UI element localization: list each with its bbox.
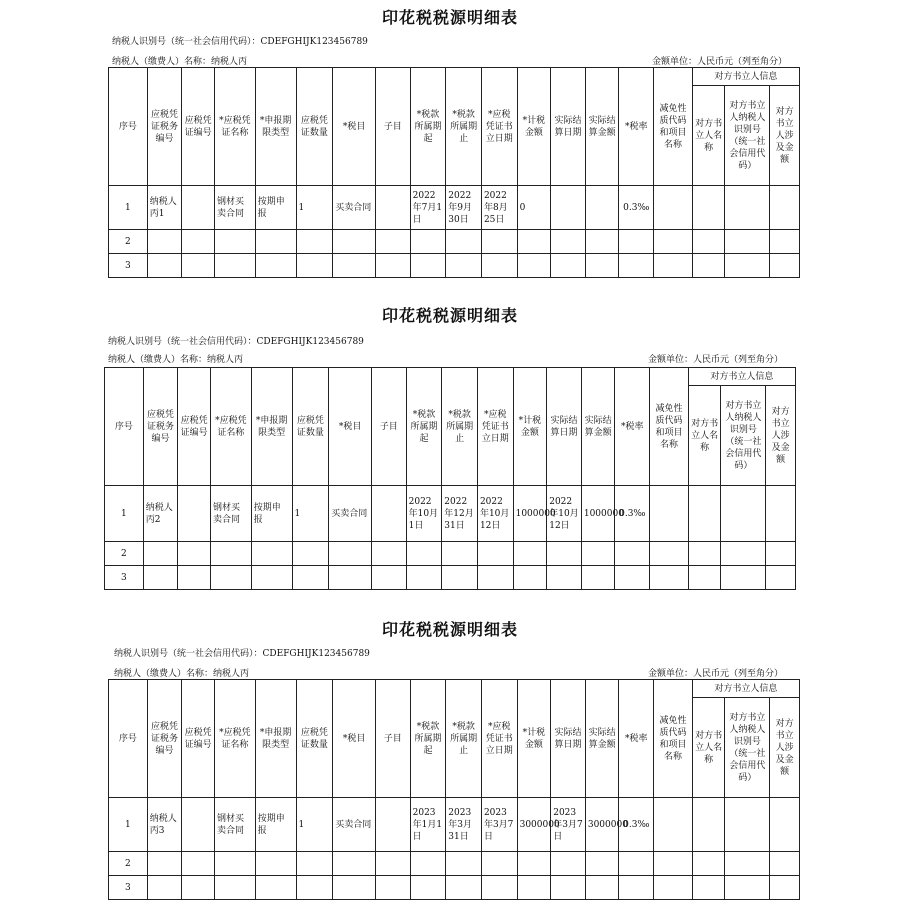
cell-cp-name [692, 230, 725, 254]
cell-cp-name [688, 566, 721, 590]
cell-cp-id [721, 542, 766, 566]
taxpayer-id-line [114, 646, 370, 659]
header-cp-id: 对方书立人纳税人识别号（统一社会信用代码） [721, 386, 766, 486]
cell-period-type: 按期申报 [255, 186, 296, 230]
cell-sub-item [371, 566, 406, 590]
cell-cp-name [688, 486, 721, 542]
cell-period-end [446, 230, 482, 254]
cell-rate [615, 566, 650, 590]
cell-period-start [410, 254, 446, 278]
cell-tax-amount: 3000000 [517, 798, 551, 852]
currency-label: 金额单位：人民币元（列至角分） [648, 669, 784, 679]
cell-period-type [255, 230, 296, 254]
cell-voucher-no [178, 566, 211, 590]
cell-period-start [410, 230, 446, 254]
currency-label: 金额单位：人民币元（列至角分） [652, 57, 788, 67]
cell-settle-amount [585, 230, 619, 254]
cell-settle-amount [585, 186, 619, 230]
taxpayer-name-label: 纳税人（缴费人）名称： [112, 57, 212, 67]
header-voucher-tax-no: 应税凭证税务编号 [147, 680, 182, 798]
cell-sign-date [481, 852, 517, 876]
header-voucher-tax-no: 应税凭证税务编号 [147, 68, 182, 186]
cell-quantity [296, 852, 333, 876]
header-cp-id: 对方书立人纳税人识别号（统一社会信用代码） [725, 86, 770, 186]
cell-cp-name [692, 186, 725, 230]
cell-tax-item [329, 566, 372, 590]
header-seq: 序号 [109, 680, 148, 798]
cell-period-end [446, 852, 482, 876]
cell-voucher-name [214, 876, 255, 900]
taxpayer-id-label: 纳税人识别号（统一社会信用代码）： [108, 337, 257, 347]
header-tax-amount: *计税金额 [517, 680, 551, 798]
table-row [109, 230, 800, 254]
cell-sign-date: 2023年3月7日 [481, 798, 517, 852]
cell-rate [619, 876, 654, 900]
cell-period-end [446, 876, 482, 900]
cell-cp-amount [770, 852, 800, 876]
form-1 [0, 0, 900, 290]
taxpayer-id-label: 纳税人识别号（统一社会信用代码）： [112, 37, 261, 47]
cell-settle-amount: 3000000 [585, 798, 619, 852]
cell-settle-amount [581, 542, 615, 566]
cell-sub-item [375, 230, 410, 254]
cell-seq: 1 [109, 186, 148, 230]
taxpayer-id-label: 纳税人识别号（统一社会信用代码）： [114, 649, 263, 659]
header-period-type: *申报期限类型 [251, 368, 292, 486]
taxpayer-id-line [108, 334, 364, 347]
cell-settle-amount: 1000000 [581, 486, 615, 542]
header-relief: 减免性质代码和项目名称 [654, 680, 693, 798]
taxpayer-name: 纳税人丙 [213, 669, 250, 679]
cell-period-start: 2022年10月1日 [406, 486, 442, 542]
header-period-type: *申报期限类型 [255, 68, 296, 186]
header-tax-amount: *计税金额 [517, 68, 551, 186]
cell-settle-date [551, 186, 586, 230]
cell-quantity [296, 876, 333, 900]
header-sub-item: 子目 [371, 368, 406, 486]
header-period-end: *税款所属期止 [446, 68, 482, 186]
header-rate: *税率 [619, 680, 654, 798]
cell-sub-item [371, 486, 406, 542]
cell-seq: 3 [109, 876, 148, 900]
cell-rate: 0.3‰ [619, 186, 654, 230]
cell-tax-amount [513, 566, 547, 590]
table-row [109, 876, 800, 900]
header-settle-date: 实际结算日期 [547, 368, 582, 486]
header-cp-name: 对方书立人名称 [692, 86, 725, 186]
cell-voucher-name: 钢材买卖合同 [214, 186, 255, 230]
table-row [105, 486, 796, 542]
cell-voucher-tax-no: 纳税人丙3 [147, 798, 182, 852]
cell-cp-name [692, 876, 725, 900]
taxpayer-id: CDEFGHIJK123456789 [260, 37, 368, 47]
cell-period-end: 2022年9月30日 [446, 186, 482, 230]
cell-period-start [406, 566, 442, 590]
cell-cp-id [725, 798, 770, 852]
cell-voucher-name [214, 852, 255, 876]
cell-voucher-no [182, 876, 215, 900]
cell-seq: 2 [109, 852, 148, 876]
cell-settle-amount [585, 254, 619, 278]
cell-sub-item [375, 876, 410, 900]
header-settle-amount: 实际结算金额 [581, 368, 615, 486]
cell-voucher-name [210, 566, 251, 590]
cell-period-end [442, 542, 478, 566]
cell-rate [619, 254, 654, 278]
cell-period-end [446, 254, 482, 278]
header-quantity: 应税凭证数量 [296, 68, 333, 186]
header-cp-id: 对方书立人纳税人识别号（统一社会信用代码） [725, 698, 770, 798]
header-settle-amount: 实际结算金额 [585, 68, 619, 186]
header-tax-amount: *计税金额 [513, 368, 547, 486]
form-title: 印花税税源明细表 [381, 306, 518, 325]
cell-seq: 1 [109, 798, 148, 852]
taxpayer-id: CDEFGHIJK123456789 [256, 337, 364, 347]
cell-cp-name [692, 254, 725, 278]
cell-tax-item [329, 542, 372, 566]
cell-cp-amount [766, 566, 796, 590]
header-settle-date: 实际结算日期 [551, 680, 586, 798]
header-quantity: 应税凭证数量 [296, 680, 333, 798]
header-quantity: 应税凭证数量 [292, 368, 329, 486]
cell-cp-id [725, 254, 770, 278]
tax-source-table [108, 67, 800, 278]
table-row [105, 566, 796, 590]
taxpayer-name: 纳税人丙 [211, 57, 248, 67]
cell-cp-amount [770, 798, 800, 852]
cell-voucher-tax-no: 纳税人丙2 [143, 486, 178, 542]
cell-settle-date [551, 852, 586, 876]
cell-period-end: 2022年12月31日 [442, 486, 478, 542]
cell-voucher-tax-no [147, 876, 182, 900]
cell-period-type [251, 542, 292, 566]
header-relief: 减免性质代码和项目名称 [650, 368, 689, 486]
cell-period-type: 按期申报 [251, 486, 292, 542]
cell-quantity: 1 [292, 486, 329, 542]
tax-source-table [108, 679, 800, 900]
cell-period-start [410, 876, 446, 900]
cell-tax-item [333, 852, 376, 876]
cell-tax-amount [517, 876, 551, 900]
cell-sign-date [477, 566, 513, 590]
header-voucher-name: *应税凭证名称 [214, 680, 255, 798]
cell-sub-item [375, 852, 410, 876]
cell-sub-item [375, 798, 410, 852]
cell-quantity [292, 566, 329, 590]
header-sign-date: *应税凭证书立日期 [477, 368, 513, 486]
form-2 [0, 298, 900, 598]
header-cp-amount: 对方书立人涉及金额 [766, 386, 796, 486]
cell-tax-amount [513, 542, 547, 566]
taxpayer-name: 纳税人丙 [207, 355, 244, 365]
header-sub-item: 子目 [375, 68, 410, 186]
table-row [105, 542, 796, 566]
cell-cp-id [725, 876, 770, 900]
cell-voucher-name: 钢材买卖合同 [214, 798, 255, 852]
cell-period-type [255, 852, 296, 876]
cell-cp-amount [770, 230, 800, 254]
cell-voucher-no [178, 486, 211, 542]
cell-rate: 0.3‰ [619, 798, 654, 852]
cell-relief [650, 542, 689, 566]
header-period-type: *申报期限类型 [255, 680, 296, 798]
header-sign-date: *应税凭证书立日期 [481, 680, 517, 798]
cell-cp-name [692, 798, 725, 852]
cell-seq: 3 [105, 566, 144, 590]
cell-voucher-no [182, 230, 215, 254]
cell-period-start: 2022年7月1日 [410, 186, 446, 230]
taxpayer-name-line [114, 666, 249, 679]
header-counterparty-group: 对方书立人信息 [692, 68, 799, 86]
header-cp-name: 对方书立人名称 [692, 698, 725, 798]
tax-source-table [104, 367, 796, 590]
cell-seq: 3 [109, 254, 148, 278]
cell-voucher-name [214, 230, 255, 254]
cell-settle-date: 2023年3月7日 [551, 798, 586, 852]
header-settle-amount: 实际结算金额 [585, 680, 619, 798]
header-voucher-tax-no: 应税凭证税务编号 [143, 368, 178, 486]
cell-voucher-no [178, 542, 211, 566]
cell-settle-amount [585, 876, 619, 900]
cell-sub-item [375, 254, 410, 278]
cell-voucher-no [182, 254, 215, 278]
cell-tax-item: 买卖合同 [333, 186, 376, 230]
cell-relief [654, 798, 693, 852]
header-voucher-name: *应税凭证名称 [210, 368, 251, 486]
cell-period-start: 2023年1月1日 [410, 798, 446, 852]
cell-period-end [442, 566, 478, 590]
cell-quantity: 1 [296, 186, 333, 230]
header-tax-item: *税目 [333, 68, 376, 186]
header-relief: 减免性质代码和项目名称 [654, 68, 693, 186]
cell-sign-date: 2022年8月25日 [481, 186, 517, 230]
header-cp-amount: 对方书立人涉及金额 [770, 698, 800, 798]
cell-quantity [296, 254, 333, 278]
taxpayer-name-label: 纳税人（缴费人）名称： [114, 669, 214, 679]
cell-rate [619, 852, 654, 876]
header-cp-name: 对方书立人名称 [688, 386, 721, 486]
cell-tax-amount [517, 254, 551, 278]
table-row [109, 186, 800, 230]
cell-settle-date [547, 566, 582, 590]
table-row [109, 254, 800, 278]
cell-seq: 2 [109, 230, 148, 254]
cell-cp-amount [766, 542, 796, 566]
header-period-end: *税款所属期止 [442, 368, 478, 486]
form-3 [0, 612, 900, 912]
header-voucher-name: *应税凭证名称 [214, 68, 255, 186]
cell-voucher-name: 钢材买卖合同 [210, 486, 251, 542]
cell-cp-id [725, 186, 770, 230]
header-tax-item: *税目 [329, 368, 372, 486]
cell-relief [650, 566, 689, 590]
cell-voucher-tax-no [147, 230, 182, 254]
table-row [109, 798, 800, 852]
header-seq: 序号 [105, 368, 144, 486]
cell-quantity: 1 [296, 798, 333, 852]
cell-cp-id [721, 566, 766, 590]
cell-tax-item: 买卖合同 [333, 798, 376, 852]
cell-cp-amount [770, 186, 800, 230]
header-cp-amount: 对方书立人涉及金额 [770, 86, 800, 186]
cell-relief [654, 852, 693, 876]
header-sign-date: *应税凭证书立日期 [481, 68, 517, 186]
header-tax-item: *税目 [333, 680, 376, 798]
cell-voucher-no [182, 852, 215, 876]
cell-quantity [292, 542, 329, 566]
cell-cp-name [688, 542, 721, 566]
cell-seq: 2 [105, 542, 144, 566]
header-voucher-no: 应税凭证编号 [178, 368, 211, 486]
header-voucher-no: 应税凭证编号 [182, 68, 215, 186]
taxpayer-name-line [108, 352, 243, 365]
cell-sign-date [477, 542, 513, 566]
taxpayer-id-line [112, 34, 368, 47]
cell-cp-id [721, 486, 766, 542]
cell-relief [650, 486, 689, 542]
cell-settle-amount [585, 852, 619, 876]
cell-tax-amount [517, 852, 551, 876]
cell-relief [654, 230, 693, 254]
cell-cp-amount [770, 254, 800, 278]
cell-voucher-tax-no [143, 542, 178, 566]
table-row [109, 852, 800, 876]
cell-settle-date [551, 876, 586, 900]
cell-period-type [255, 254, 296, 278]
cell-voucher-tax-no [143, 566, 178, 590]
cell-rate [619, 230, 654, 254]
cell-period-end: 2023年3月31日 [446, 798, 482, 852]
cell-cp-amount [770, 876, 800, 900]
header-settle-date: 实际结算日期 [551, 68, 586, 186]
cell-voucher-tax-no [147, 852, 182, 876]
taxpayer-id: CDEFGHIJK123456789 [262, 649, 370, 659]
cell-voucher-no [182, 186, 215, 230]
cell-tax-amount: 0 [517, 186, 551, 230]
cell-relief [654, 876, 693, 900]
cell-period-type [251, 566, 292, 590]
cell-period-start [406, 542, 442, 566]
cell-period-type: 按期申报 [255, 798, 296, 852]
cell-period-start [410, 852, 446, 876]
cell-sub-item [371, 542, 406, 566]
cell-rate [615, 542, 650, 566]
cell-cp-id [725, 852, 770, 876]
taxpayer-name-line [112, 54, 247, 67]
cell-cp-amount [766, 486, 796, 542]
cell-cp-name [692, 852, 725, 876]
header-rate: *税率 [619, 68, 654, 186]
cell-voucher-name [210, 542, 251, 566]
cell-relief [654, 186, 693, 230]
cell-sign-date: 2022年10月12日 [477, 486, 513, 542]
cell-voucher-no [182, 798, 215, 852]
cell-tax-item [333, 876, 376, 900]
header-rate: *税率 [615, 368, 650, 486]
header-sub-item: 子目 [375, 680, 410, 798]
cell-cp-id [725, 230, 770, 254]
cell-quantity [296, 230, 333, 254]
cell-sign-date [481, 876, 517, 900]
cell-rate: 0.3‰ [615, 486, 650, 542]
currency-label: 金额单位：人民币元（列至角分） [648, 355, 784, 365]
cell-tax-amount: 1000000 [513, 486, 547, 542]
form-title: 印花税税源明细表 [381, 620, 518, 639]
cell-sub-item [375, 186, 410, 230]
cell-settle-date: 2022年10月12日 [547, 486, 582, 542]
cell-tax-item [333, 230, 376, 254]
cell-sign-date [481, 230, 517, 254]
header-seq: 序号 [109, 68, 148, 186]
header-period-start: *税款所属期起 [410, 68, 446, 186]
header-period-start: *税款所属期起 [410, 680, 446, 798]
cell-voucher-tax-no: 纳税人丙1 [147, 186, 182, 230]
cell-seq: 1 [105, 486, 144, 542]
header-voucher-no: 应税凭证编号 [182, 680, 215, 798]
header-counterparty-group: 对方书立人信息 [688, 368, 795, 386]
cell-tax-item [333, 254, 376, 278]
header-counterparty-group: 对方书立人信息 [692, 680, 799, 698]
cell-tax-amount [517, 230, 551, 254]
cell-sign-date [481, 254, 517, 278]
taxpayer-name-label: 纳税人（缴费人）名称： [108, 355, 208, 365]
cell-voucher-name [214, 254, 255, 278]
cell-period-type [255, 876, 296, 900]
cell-voucher-tax-no [147, 254, 182, 278]
cell-settle-date [551, 254, 586, 278]
cell-tax-item: 买卖合同 [329, 486, 372, 542]
cell-relief [654, 254, 693, 278]
cell-settle-amount [581, 566, 615, 590]
header-period-start: *税款所属期起 [406, 368, 442, 486]
cell-settle-date [551, 230, 586, 254]
form-title: 印花税税源明细表 [381, 8, 518, 27]
cell-settle-date [547, 542, 582, 566]
header-period-end: *税款所属期止 [446, 680, 482, 798]
